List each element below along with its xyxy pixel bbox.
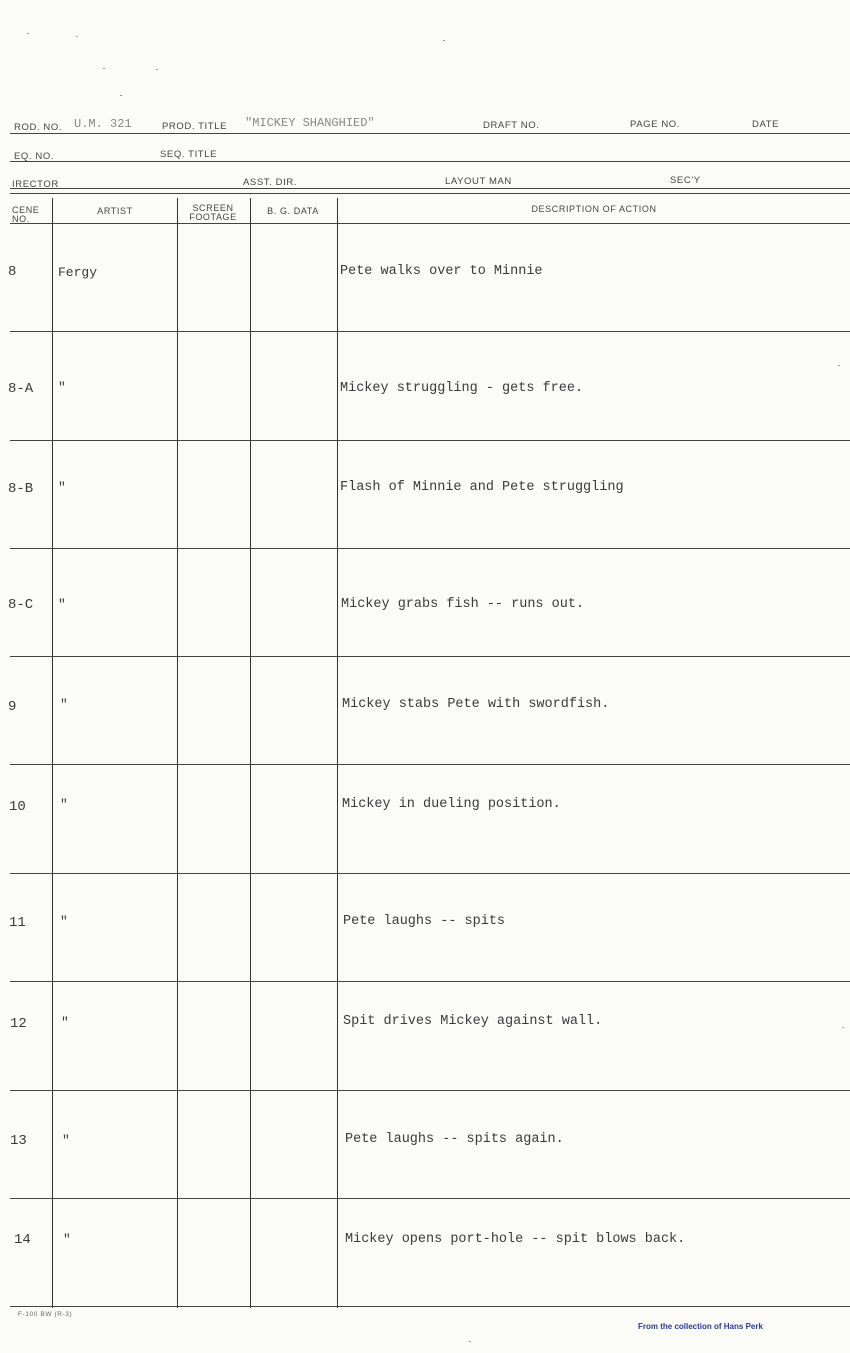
seq-title-label: SEQ. TITLE (160, 149, 218, 160)
draft-no-label: DRAFT NO. (483, 120, 540, 131)
secy-label: SEC'Y (670, 175, 701, 186)
action-description: Pete walks over to Minnie (340, 264, 543, 279)
asst-dir-label: ASST. DIR. (243, 177, 298, 188)
scene-number: 8-B (8, 481, 34, 497)
action-description: Pete laughs -- spits again. (345, 1132, 564, 1147)
artist-name: " (60, 797, 68, 812)
col-header-scene-line2: NO. (12, 214, 30, 224)
col-header-bg-data: B. G. DATA (267, 206, 319, 216)
col-header-footage-line2: FOOTAGE (189, 212, 237, 222)
action-description: Spit drives Mickey against wall. (343, 1014, 603, 1029)
action-description: Pete laughs -- spits (343, 914, 506, 929)
artist-name: Fergy (58, 265, 98, 280)
col-header-description: DESCRIPTION OF ACTION (531, 204, 657, 214)
collection-credit: From the collection of Hans Perk (638, 1322, 763, 1331)
row-separator (10, 1090, 850, 1091)
column-header-rule (10, 223, 850, 224)
col-line-footage (250, 198, 251, 1308)
action-description: Mickey opens port-hole -- spit blows back. (345, 1232, 686, 1247)
paper-speck (103, 68, 105, 69)
layout-man-label: LAYOUT MAN (445, 176, 512, 187)
scene-number: 10 (9, 799, 26, 815)
paper-speck (838, 365, 840, 366)
date-label: DATE (752, 119, 780, 130)
col-line-artist (177, 198, 178, 1308)
paper-speck (76, 36, 78, 37)
action-description: Flash of Minnie and Pete struggling (340, 480, 624, 495)
artist-name: " (60, 697, 68, 712)
header-rule-2 (10, 161, 850, 162)
artist-name: " (58, 597, 66, 612)
scene-number: 12 (10, 1016, 27, 1032)
scene-number: 11 (9, 915, 26, 931)
row-separator (10, 548, 850, 549)
artist-name: " (61, 1015, 69, 1030)
header-rule-3 (10, 188, 850, 189)
paper-speck (120, 95, 122, 96)
col-header-footage-line1: SCREEN (192, 203, 234, 213)
row-separator (10, 981, 850, 982)
row-separator (10, 873, 850, 874)
row-separator (10, 656, 850, 657)
page-no-label: PAGE NO. (630, 119, 681, 130)
seq-no-label: EQ. NO. (14, 151, 55, 162)
paper-speck (469, 1341, 471, 1342)
scene-number: 9 (8, 699, 17, 715)
action-description: Mickey stabs Pete with swordfish. (342, 697, 610, 712)
artist-name: " (60, 914, 68, 929)
artist-name: " (62, 1133, 70, 1148)
artist-name: " (58, 480, 66, 495)
col-header-scene-no (12, 206, 39, 224)
col-line-scene (52, 198, 53, 1308)
row-separator (10, 1198, 850, 1199)
col-line-bg (337, 198, 338, 1308)
paper-speck (156, 69, 158, 70)
row-separator (10, 331, 850, 332)
action-description: Mickey in dueling position. (342, 797, 561, 812)
header-rule-4 (10, 193, 850, 194)
col-header-scene-line1: CENE (12, 205, 40, 215)
scene-number: 8-A (8, 381, 34, 397)
prod-title-label: PROD. TITLE (162, 121, 228, 132)
paper-speck (443, 40, 445, 41)
paper-speck (842, 1027, 844, 1028)
action-description: Mickey struggling - gets free. (340, 381, 584, 396)
row-separator (10, 764, 850, 765)
form-code: F-100 BW (R-3) (18, 1311, 73, 1318)
prod-no-label: ROD. NO. (14, 122, 63, 133)
row-separator (10, 440, 850, 441)
prod-title-value: "MICKEY SHANGHIED" (245, 116, 375, 130)
scene-number: 8 (8, 264, 17, 280)
row-separator (10, 1306, 850, 1307)
prod-no-value: U.M. 321 (74, 117, 132, 131)
scene-number: 14 (14, 1232, 31, 1248)
col-header-screen-footage (178, 204, 248, 222)
scene-number: 8-C (8, 597, 34, 613)
col-header-artist: ARTIST (97, 206, 133, 216)
action-description: Mickey grabs fish -- runs out. (341, 597, 585, 612)
artist-name: " (63, 1232, 71, 1247)
artist-name: " (58, 380, 66, 395)
director-label: IRECTOR (12, 179, 59, 190)
header-rule-1 (10, 133, 850, 134)
paper-speck (27, 33, 29, 34)
scene-number: 13 (10, 1133, 27, 1149)
